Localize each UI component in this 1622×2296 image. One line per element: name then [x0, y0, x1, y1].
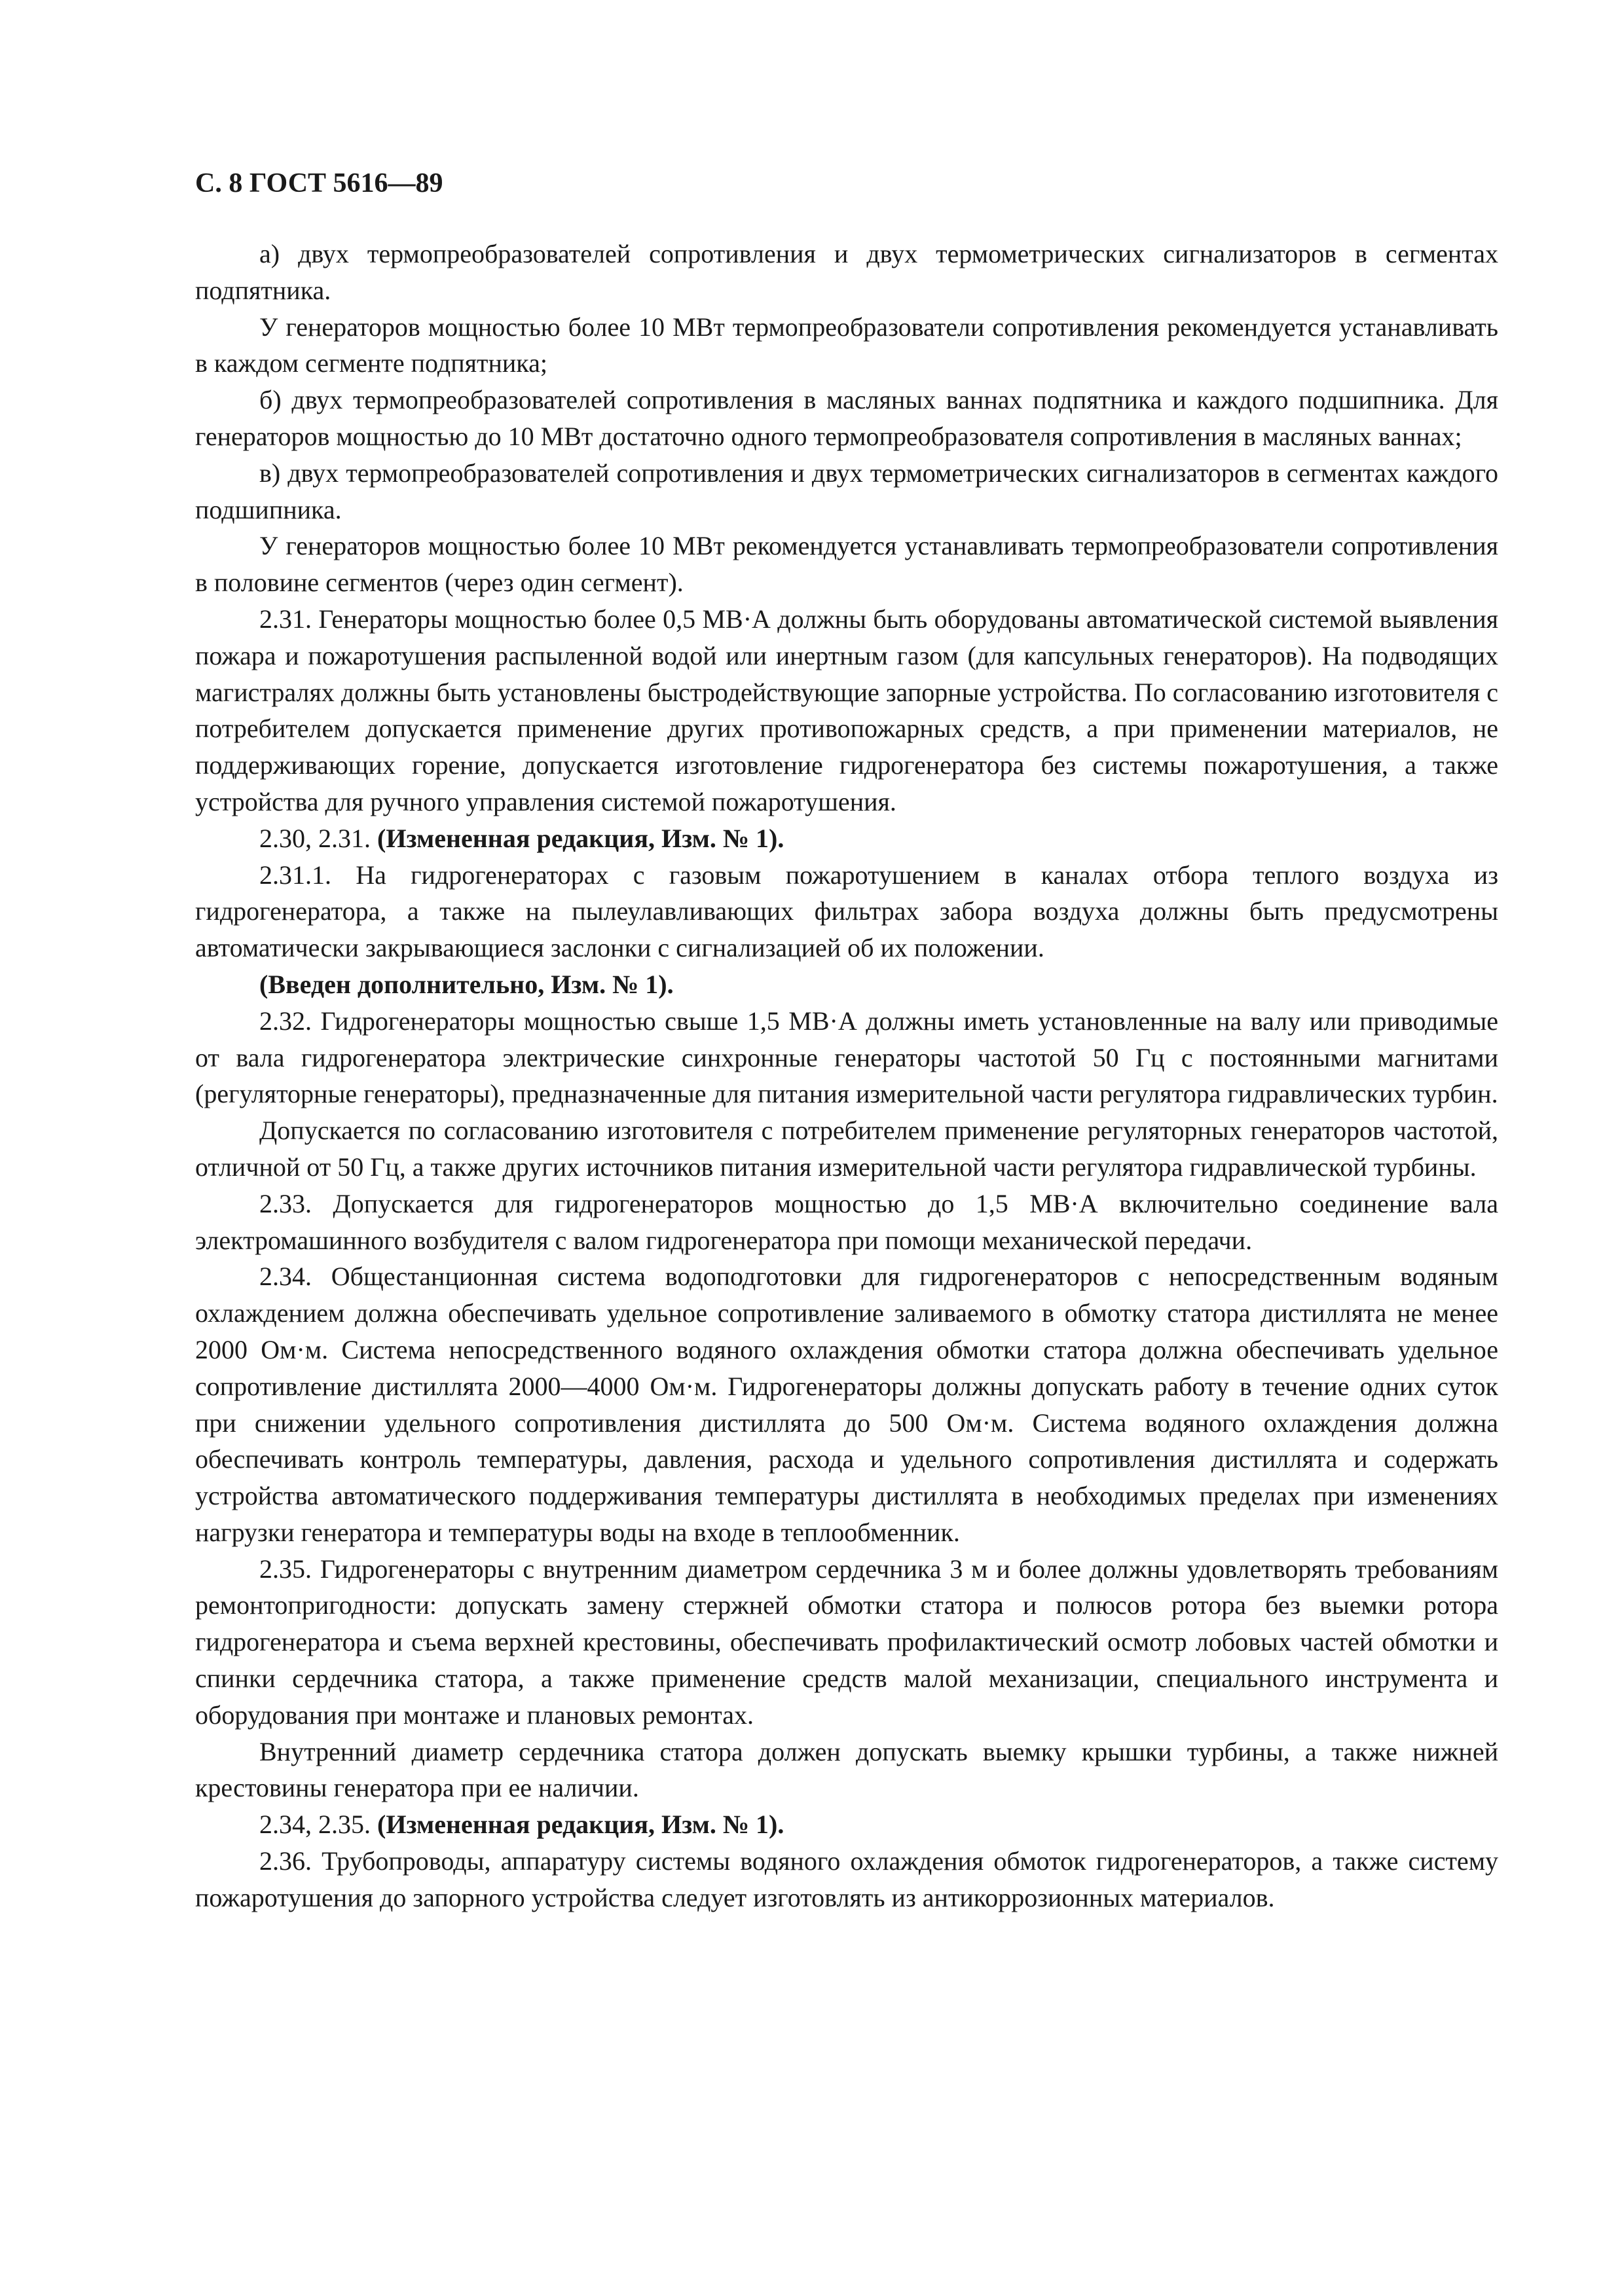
paragraph-2-36: 2.36. Трубопроводы, аппаратуру системы водяного охлаждения обмоток гидрогенераторов, а также систему пожаротушения до запорного устройства следует изготовлять из антикоррозионных материалов.: [195, 1846, 1498, 1912]
paragraph-2-32: 2.32. Гидрогенераторы мощностью свыше 1,5 МВ·А должны иметь установленные на валу или приводимые от вала гидрогенератора электрические синхронные генераторы частотой 50 Гц с постоянными магнитами (регуляторные генераторы), предназначенные для питания измерительной части регулятора гидравлических турбин.: [195, 1006, 1498, 1109]
paragraph-item-a: а) двух термопреобразователей сопротивления и двух термометрических сигнализаторов в сегментах подпятника.: [195, 239, 1498, 305]
paragraph-amendment-2-30-2-31: 2.30, 2.31. (Измененная редакция, Изм. № 1).: [259, 823, 784, 853]
paragraph-2-31: 2.31. Генераторы мощностью более 0,5 МВ·А должны быть оборудованы автоматической системой выявления пожара и пожаротушения распыленной водой или инертным газом (для капсульных генераторов). На подводящих магистралях должны быть установлены быстродействующие запорные устройства. По согласованию изготовителя с потребителем допускается применение других противопожарных средств, а при применении материалов, не поддерживающих горение, допускается изготовление гидрогенератора без системы пожаротушения, а также устройства для ручного управления системой пожаротушения.: [195, 604, 1498, 816]
paragraph-note-half-segments: У генераторов мощностью более 10 МВт рекомендуется устанавливать термопреобразователи сопротивления в половине сегментов (через один сегмент).: [195, 531, 1498, 598]
paragraph-amendment-2-34-2-35: 2.34, 2.35. (Измененная редакция, Изм. № 1).: [259, 1810, 784, 1840]
paragraph-2-35: 2.35. Гидрогенераторы с внутренним диаметром сердечника 3 м и более должны удовлетворять требованиям ремонтопригодности: допускать замену стержней обмотки статора и полюсов ротора без выемки ротора гидрогенератора и съема верхней крестовины, обеспечивать профилактический осмотр лобовых частей обмотки и спинки сердечника статора, а также применение средств малой механизации, специального инструмента и оборудования при монтаже и плановых ремонтах.: [195, 1554, 1498, 1730]
paragraph-2-32-note: Допускается по согласованию изготовителя с потребителем применение регуляторных генераторов частотой, отличной от 50 Гц, а также других источников питания измерительной части регулятора гидравлической турбины.: [195, 1116, 1498, 1182]
paragraph-note-over-10mw: У генераторов мощностью более 10 МВт термопреобразователи сопротивления рекомендуется устанавливать в каждом сегменте подпятника;: [195, 312, 1498, 378]
paragraph-2-35-note: Внутренний диаметр сердечника статора должен допускать выемку крышки турбины, а также нижней крестовины генератора при ее наличии.: [195, 1736, 1498, 1803]
page-header: С. 8 ГОСТ 5616—89: [195, 168, 443, 198]
paragraph-added-note: (Введен дополнительно, Изм. № 1).: [259, 969, 674, 999]
document-page: [195, 167, 1498, 1916]
paragraph-2-31-1: 2.31.1. На гидрогенераторах с газовым пожаротушением в каналах отбора теплого воздуха из гидрогенератора, а также на пылеулавливающих фильтрах забора воздуха должны быть предусмотрены автоматически закрывающиеся заслонки с сигнализацией об их положении.: [195, 860, 1498, 963]
paragraph-item-v: в) двух термопреобразователей сопротивления и двух термометрических сигнализаторов в сегментах каждого подшипника.: [195, 458, 1498, 524]
paragraph-2-33: 2.33. Допускается для гидрогенераторов мощностью до 1,5 МВ·А включительно соединение вала электромашинного возбудителя с валом гидрогенератора при помощи механической передачи.: [195, 1188, 1498, 1255]
paragraph-2-34: 2.34. Общестанционная система водоподготовки для гидрогенераторов с непосредственным водяным охлаждением должна обеспечивать удельное сопротивление заливаемого в обмотку статора дистиллята не менее 2000 Ом·м. Система непосредственного водяного охлаждения обмотки статора должна обеспечивать удельное сопротивление дистиллята 2000—4000 Ом·м. Гидрогенераторы должны допускать работу в течение одних суток при снижении удельного сопротивления дистиллята до 500 Ом·м. Система водяного охлаждения должна обеспечивать контроль температуры, давления, расхода и удельного сопротивления дистиллята и содержать устройства автоматического поддерживания температуры дистиллята в необходимых пределах при изменениях нагрузки генератора и температуры воды на входе в теплообменник.: [195, 1262, 1498, 1547]
document-body: [195, 236, 1498, 1916]
paragraph-item-b: б) двух термопреобразователей сопротивления в масляных ваннах подпятника и каждого подшипника. Для генераторов мощностью до 10 МВт достаточно одного термопреобразователя сопротивления в масляных ваннах;: [195, 385, 1498, 451]
